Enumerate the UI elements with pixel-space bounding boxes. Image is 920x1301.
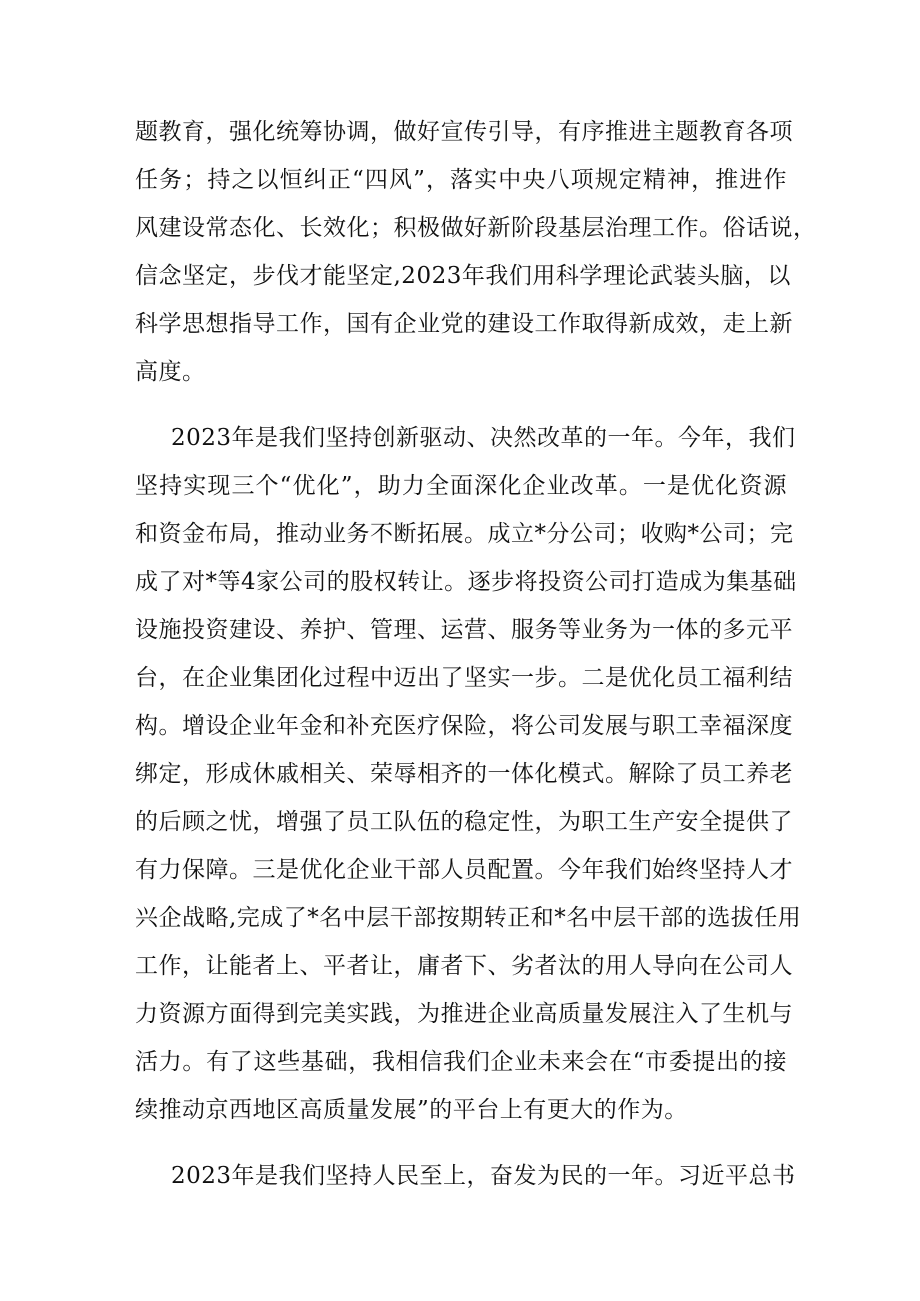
text-line: 坚持实现三个“优化”，助力全面深化企业改革。一是优化资源	[135, 473, 787, 499]
text-line: 题教育，强化统筹协调，做好宣传引导，有序推进主题教育各项	[135, 119, 793, 145]
text-line: 力资源方面得到完美实践，为推进企业高质量发展注入了生机与	[135, 1001, 793, 1027]
text-line: 续推动京西地区高质量发展”的平台上有更大的作为。	[135, 1097, 688, 1123]
text-line: 高度。	[135, 359, 206, 385]
text-line: 信念坚定，步伐才能坚定,2023年我们用科学理论武装头脑，以	[135, 263, 791, 289]
text-line: 构。增设企业年金和补充医疗保险，将公司发展与职工幸福深度	[135, 713, 793, 739]
text-line: 绑定，形成休戚相关、荣辱相齐的一体化模式。解除了员工养老	[135, 761, 793, 787]
text-line: 台，在企业集团化过程中迈出了坚实一步。二是优化员工福利结	[135, 665, 793, 691]
text-line: 有力保障。三是优化企业干部人员配置。今年我们始终坚持人才	[135, 857, 793, 883]
text-line: 的后顾之忧，增强了员工队伍的稳定性，为职工生产安全提供了	[135, 809, 793, 835]
text-line: 兴企战略,完成了*名中层干部按期转正和*名中层干部的选拔任用	[135, 905, 802, 931]
text-line: 和资金布局，推动业务不断拓展。成立*分公司；收购*公司；完	[135, 521, 794, 547]
text-line: 工作，让能者上、平者让，庸者下、劣者汰的用人导向在公司人	[135, 953, 793, 979]
paragraph-first-line: 2023年是我们坚持人民至上，奋发为民的一年。习近平总书	[171, 1163, 796, 1189]
paragraph-first-line: 2023年是我们坚持创新驱动、决然改革的一年。今年，我们	[171, 425, 796, 451]
text-line: 设施投资建设、养护、管理、运营、服务等业务为一体的多元平	[135, 617, 793, 643]
text-line: 科学思想指导工作，国有企业党的建设工作取得新成效，走上新	[135, 311, 793, 337]
text-line: 任务；持之以恒纠正“四风”，落实中央八项规定精神，推进作	[135, 167, 787, 193]
text-line: 成了对*等4家公司的股权转让。逐步将投资公司打造成为集基础	[135, 569, 797, 595]
text-line: 活力。有了这些基础，我相信我们企业未来会在“市委提出的接	[135, 1049, 787, 1075]
text-line: 风建设常态化、长效化；积极做好新阶段基层治理工作。俗话说，	[135, 215, 817, 241]
